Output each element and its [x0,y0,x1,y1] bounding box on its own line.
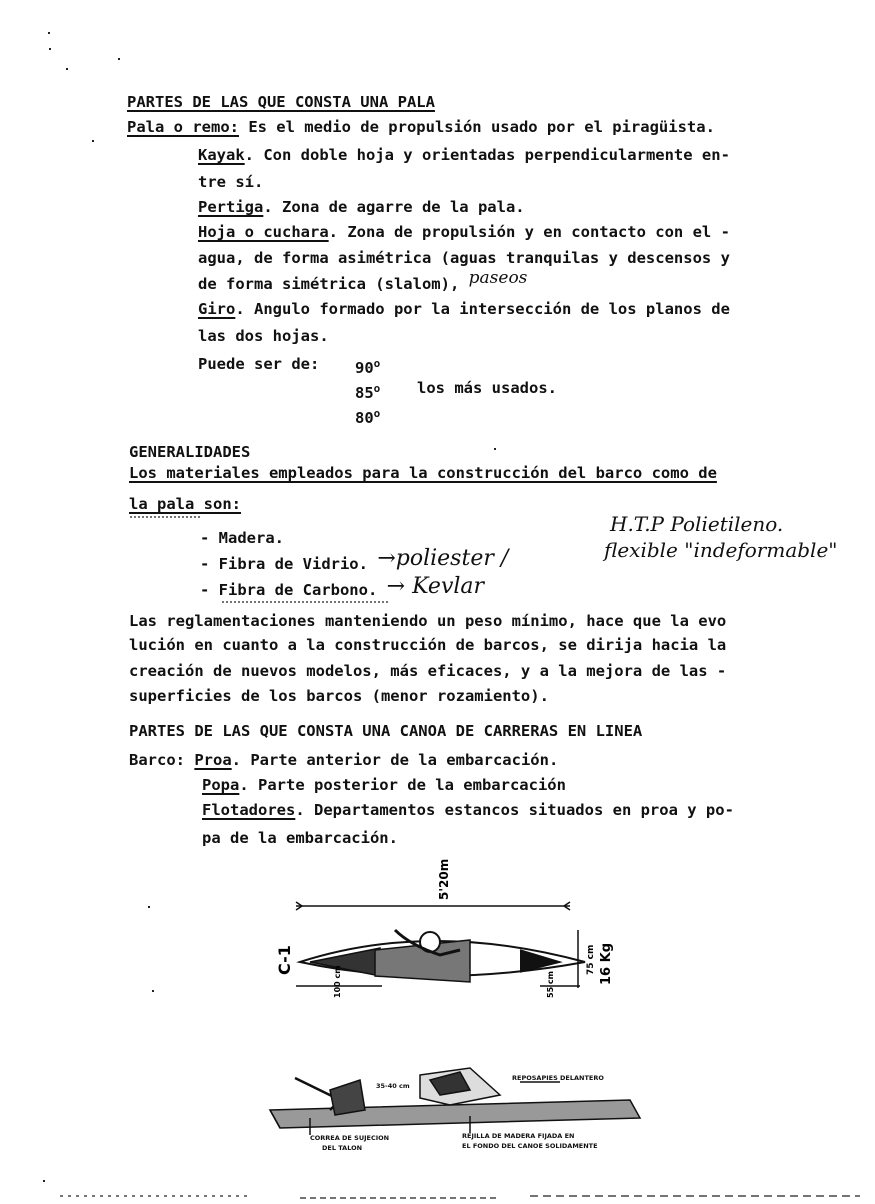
kayak-def-cont: tre sí. [198,173,264,191]
hoja-term: Hoja o cuchara [198,223,329,241]
kayak-def: . Con doble hoja y orientadas perpendicularmente en- [244,146,730,164]
degree-mark: o [373,357,381,370]
materials-intro-1: Los materiales empleados para la construcción del barco como de [129,464,717,482]
angle-value: 85 [355,384,374,403]
section-title-canoa: PARTES DE LAS QUE CONSTA UNA CANOA DE CARRERAS EN LINEA [129,722,643,740]
degree-mark: o [373,407,381,420]
proa-def: . Parte anterior de la embarcación. [231,751,559,769]
giro-def-cont: las dos hojas. [198,327,329,345]
pala-def: Es el medio de propulsión usado por el piragüista. [238,118,715,136]
section-title-generalidades: GENERALIDADES [129,443,251,461]
materials-intro-2: la pala son: [129,495,241,513]
width-label: 75 cm [586,944,596,975]
label-reposapies: REPOSAPIES DELANTERO [512,1074,604,1082]
handwritten-flexible: flexible "indeformable" [604,538,838,562]
label-dim: 35-40 cm [376,1082,410,1090]
angle-value: 80 [355,409,374,428]
kayak-term: Kayak [198,146,245,164]
material-label: - Fibra de Carbono. [200,581,378,599]
label-correa-2: DEL TALON [322,1144,363,1152]
proa-term: Proa [194,751,232,769]
popa-def: . Parte posterior de la embarcación [239,776,566,794]
hoja-def-cont-1: agua, de forma asimétrica (aguas tranquilas y descensos y [198,249,730,267]
flotadores-term: Flotadores [202,801,296,819]
angles-note: los más usados. [417,379,557,397]
handwritten-paseos: paseos [468,268,528,288]
reglamentaciones-1: Las reglamentaciones manteniendo un peso mínimo, hace que la evo [129,612,727,630]
reglamentaciones-2: lución en cuanto a la construcción de barcos, se dirija hacia la [129,636,727,654]
label-rejilla-2: EL FONDO DEL CANOE SOLIDAMENTE [462,1142,598,1150]
reglamentaciones-3: creación de nuevos modelos, más eficaces, y a la mejora de las - [129,662,727,680]
degree-mark: o [373,382,381,395]
popa-term: Popa [202,776,240,794]
barco-label: Barco: [129,751,185,769]
hoja-def-text: de forma simétrica (slalom), [198,275,460,293]
angle-value: 90 [355,359,374,378]
pala-term: Pala o remo: [127,118,239,136]
handwritten-kevlar: → Kevlar [386,574,485,599]
weight-label: 16 Kg [599,943,614,985]
flotadores-def: . Departamentos estancos situados en proa y po- [295,801,734,819]
label-correa-1: CORREA DE SUJECION [310,1134,390,1142]
giro-def: . Angulo formado por la intersección de los planos de [235,300,730,318]
pertiga-def: . Zona de agarre de la pala. [263,198,525,216]
class-label: C-1 [275,945,294,975]
stern-cap [310,948,380,976]
material-label: - Fibra de Vidrio. [200,555,368,573]
dim-b-label: 55 cm [546,971,555,998]
reglamentaciones-4: superficies de los barcos (menor rozamiento). [129,687,549,705]
dim-a-label: 100 cm [333,965,342,998]
label-rejilla-1: REJILLA DE MADERA FIJADA EN [462,1132,575,1140]
giro-term: Giro [198,300,236,318]
section-title-pala: PARTES DE LAS QUE CONSTA UNA PALA [127,93,435,111]
heel-block [330,1080,365,1115]
flotadores-def-cont: pa de la embarcación. [202,829,398,847]
material-label: - Madera. [200,529,284,547]
length-label: 5'20m [437,858,451,900]
handwritten-htp: H.T.P Polietileno. [610,512,784,536]
puede-label: Puede ser de: [198,355,320,373]
handwritten-poliester: →poliester / [377,546,509,571]
pertiga-term: Pertiga [198,198,264,216]
hoja-def: . Zona de propulsión y en contacto con el - [328,223,730,241]
